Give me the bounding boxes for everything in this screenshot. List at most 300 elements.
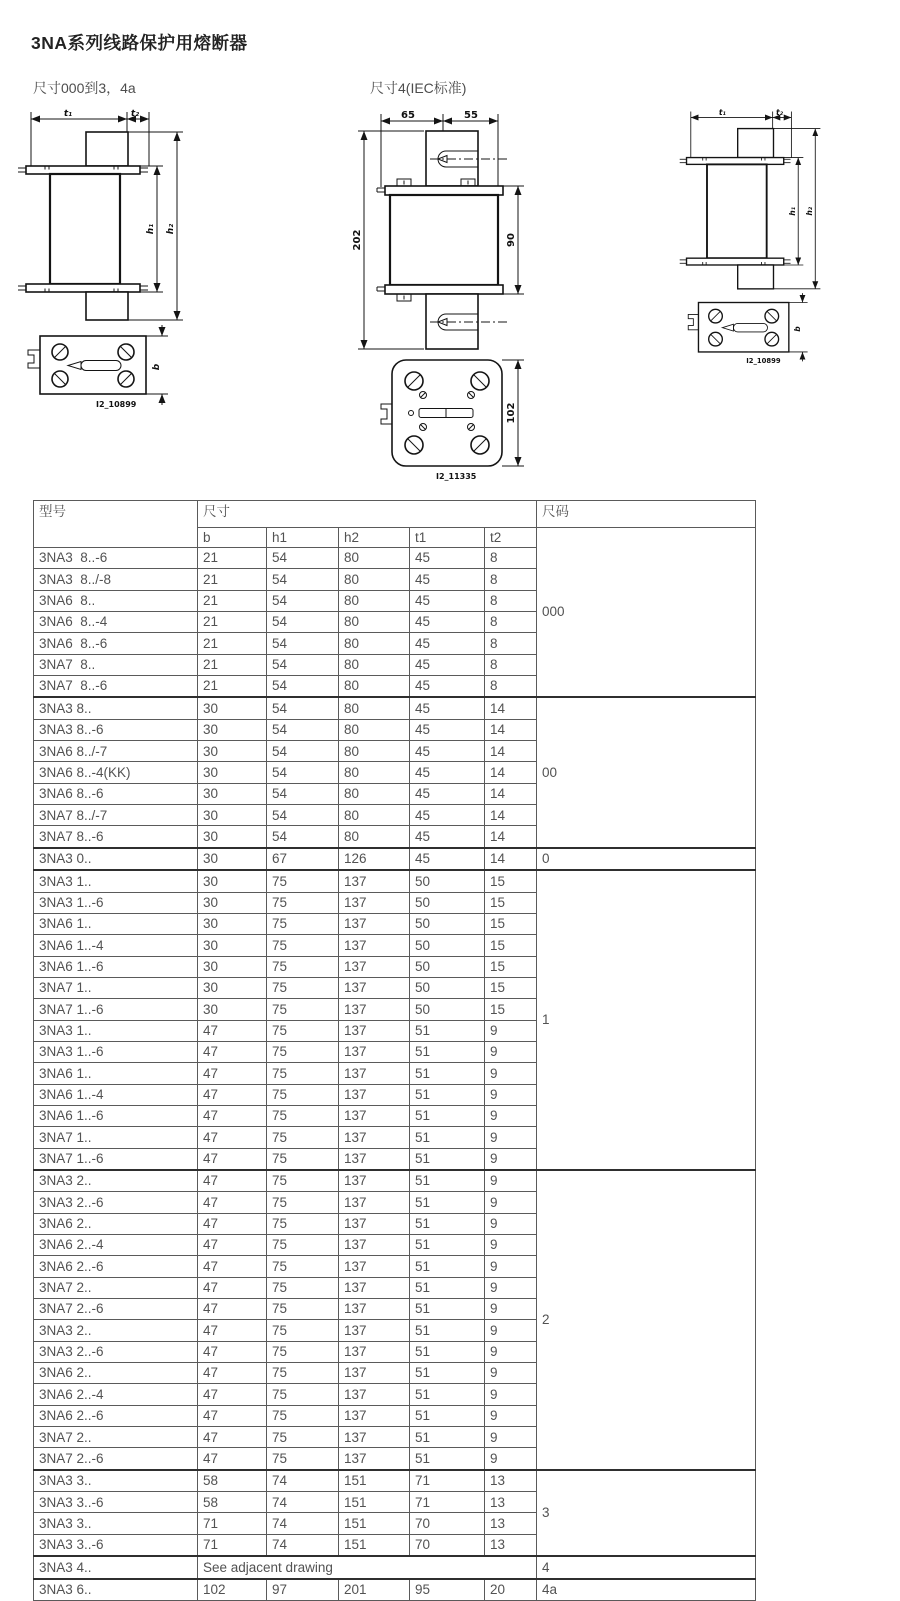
dim-value-cell: 47 <box>198 1192 267 1213</box>
model-cell: 3NA3 3.. <box>34 1470 198 1492</box>
dim-value-cell: 47 <box>198 1063 267 1084</box>
dim-value-cell: 201 <box>339 1579 410 1601</box>
dim-value-cell: 75 <box>267 1084 339 1105</box>
dim-value-cell: 8 <box>485 633 537 654</box>
dim-value-cell: 75 <box>267 1277 339 1298</box>
model-cell: 3NA7 2.. <box>34 1277 198 1298</box>
dim-value-cell: 54 <box>267 612 339 633</box>
dim-value-cell: 137 <box>339 1320 410 1341</box>
dim-value-cell: 151 <box>339 1534 410 1556</box>
dim-value-cell: 54 <box>267 654 339 675</box>
dim-value-cell: 75 <box>267 892 339 913</box>
model-cell: 3NA3 1..-6 <box>34 1041 198 1062</box>
dim-value-cell: 54 <box>267 826 339 848</box>
dim-value-cell: 51 <box>410 1427 485 1448</box>
dim-value-cell: 8 <box>485 569 537 590</box>
dim-value-cell: 21 <box>198 548 267 569</box>
dim-h2-label: h₂ <box>166 223 176 235</box>
dim-value-cell: 137 <box>339 999 410 1020</box>
table-row <box>34 848 756 870</box>
dim-value-cell: 47 <box>198 1384 267 1405</box>
dim-value-cell: 58 <box>198 1492 267 1513</box>
dim-value-cell: 97 <box>267 1579 339 1601</box>
dim-value-cell: 15 <box>485 956 537 977</box>
dim-value-cell: 30 <box>198 956 267 977</box>
dim-value-cell: 54 <box>267 805 339 826</box>
table-row <box>34 1170 756 1192</box>
model-cell: 3NA7 8..-6 <box>34 676 198 698</box>
dim-value-cell: 9 <box>485 1127 537 1148</box>
dim-value-cell: 137 <box>339 1235 410 1256</box>
model-cell: 3NA6 2.. <box>34 1363 198 1384</box>
model-cell: 3NA7 1..-6 <box>34 1148 198 1170</box>
dim-value-cell: 30 <box>198 892 267 913</box>
dim-value-cell: 13 <box>485 1492 537 1513</box>
dim-value-cell: 45 <box>410 783 485 804</box>
dim-value-cell: 14 <box>485 741 537 762</box>
dim-value-cell: 14 <box>485 783 537 804</box>
model-cell: 3NA7 1..-6 <box>34 999 198 1020</box>
dim-value-cell: 71 <box>410 1470 485 1492</box>
dim-value-cell: 74 <box>267 1492 339 1513</box>
dim-value-cell: 47 <box>198 1256 267 1277</box>
span-note-cell: See adjacent drawing <box>198 1556 537 1578</box>
dim-value-cell: 9 <box>485 1105 537 1126</box>
dim-value-cell: 75 <box>267 1127 339 1148</box>
dim-value-cell: 67 <box>267 848 339 870</box>
model-cell: 3NA6 1..-6 <box>34 1105 198 1126</box>
dim-value-cell: 45 <box>410 569 485 590</box>
dim-value-cell: 9 <box>485 1084 537 1105</box>
dim-value-cell: 95 <box>410 1579 485 1601</box>
dim-value-cell: 30 <box>198 741 267 762</box>
model-cell: 3NA6 8..-4 <box>34 612 198 633</box>
dim-value-cell: 8 <box>485 654 537 675</box>
dim-value-cell: 30 <box>198 783 267 804</box>
dim-value-cell: 137 <box>339 1384 410 1405</box>
column-header-t1: t1 <box>410 528 485 548</box>
dim-value-cell: 30 <box>198 848 267 870</box>
dim-value-cell: 9 <box>485 1363 537 1384</box>
dim-value-cell: 13 <box>485 1534 537 1556</box>
model-cell: 3NA6 8../-7 <box>34 741 198 762</box>
model-cell: 3NA6 1.. <box>34 913 198 934</box>
dim-value-cell: 74 <box>267 1513 339 1534</box>
dim-value-cell: 13 <box>485 1513 537 1534</box>
dim-value-cell: 51 <box>410 1148 485 1170</box>
dim-value-cell: 75 <box>267 1063 339 1084</box>
dim-value-cell: 9 <box>485 1384 537 1405</box>
dim-value-cell: 20 <box>485 1579 537 1601</box>
dim-value-cell: 80 <box>339 805 410 826</box>
dim-value-cell: 137 <box>339 977 410 998</box>
subtitle-size-4-iec: 尺寸4(IEC标准) <box>370 80 467 96</box>
dim-value-cell: 9 <box>485 1063 537 1084</box>
dim-value-cell: 51 <box>410 1020 485 1041</box>
model-cell: 3NA7 1.. <box>34 1127 198 1148</box>
dim-value-cell: 51 <box>410 1405 485 1426</box>
dim-value-cell: 137 <box>339 1063 410 1084</box>
model-cell: 3NA6 2..-4 <box>34 1384 198 1405</box>
dim-value-cell: 74 <box>267 1470 339 1492</box>
model-cell: 3NA7 8.. <box>34 654 198 675</box>
model-cell: 3NA7 2..-6 <box>34 1299 198 1320</box>
dim-value-cell: 80 <box>339 676 410 698</box>
dim-value-cell: 137 <box>339 913 410 934</box>
dim-value-cell: 75 <box>267 1020 339 1041</box>
model-cell: 3NA6 1..-4 <box>34 1084 198 1105</box>
table-row <box>34 870 756 892</box>
model-cell: 3NA6 1..-6 <box>34 956 198 977</box>
dim-value-cell: 21 <box>198 676 267 698</box>
fuse-body-outline <box>377 131 510 349</box>
dim-value-cell: 137 <box>339 1256 410 1277</box>
dim-value-cell: 75 <box>267 1170 339 1192</box>
model-cell: 3NA3 4.. <box>34 1556 198 1578</box>
dim-value-cell: 9 <box>485 1405 537 1426</box>
model-cell: 3NA3 0.. <box>34 848 198 870</box>
dim-value-cell: 80 <box>339 741 410 762</box>
model-cell: 3NA7 1.. <box>34 977 198 998</box>
dim-value-cell: 15 <box>485 913 537 934</box>
drawing-code-label: I2_10899 <box>746 357 781 366</box>
model-cell: 3NA7 8..-6 <box>34 826 198 848</box>
fuse-body-outline <box>18 132 148 320</box>
size-code-cell: 000 <box>537 528 756 698</box>
dim-value-cell: 75 <box>267 1320 339 1341</box>
dim-value-cell: 137 <box>339 1363 410 1384</box>
dim-value-cell: 51 <box>410 1341 485 1362</box>
fuse-size4-drawing-middle <box>340 110 555 482</box>
dim-value-cell: 45 <box>410 719 485 740</box>
dim-value-cell: 75 <box>267 1105 339 1126</box>
dim-value-cell: 51 <box>410 1448 485 1470</box>
dim-value-cell: 75 <box>267 1405 339 1426</box>
dim-value-cell: 47 <box>198 1213 267 1234</box>
dim-value-cell: 9 <box>485 1041 537 1062</box>
dim-value-cell: 8 <box>485 548 537 569</box>
dim-value-cell: 75 <box>267 870 339 892</box>
dim-value-cell: 75 <box>267 1363 339 1384</box>
size-code-cell: 2 <box>537 1170 756 1470</box>
dim-value-cell: 9 <box>485 1170 537 1192</box>
dim-value-cell: 137 <box>339 1105 410 1126</box>
dim-value-cell: 71 <box>198 1534 267 1556</box>
dim-value-cell: 15 <box>485 977 537 998</box>
dim-value-cell: 71 <box>410 1492 485 1513</box>
dim-value-cell: 75 <box>267 956 339 977</box>
dim-value-cell: 30 <box>198 870 267 892</box>
dim-value-cell: 30 <box>198 805 267 826</box>
dim-value-cell: 15 <box>485 892 537 913</box>
column-header-h1: h1 <box>267 528 339 548</box>
model-cell: 3NA3 3..-6 <box>34 1492 198 1513</box>
dim-value-cell: 30 <box>198 935 267 956</box>
model-cell: 3NA6 8.. <box>34 590 198 611</box>
model-cell: 3NA7 8../-7 <box>34 805 198 826</box>
model-cell: 3NA6 8..-6 <box>34 633 198 654</box>
size-code-cell: 4a <box>537 1579 756 1601</box>
table-header-row <box>34 501 756 528</box>
dim-value-cell: 50 <box>410 870 485 892</box>
dim-value-cell: 50 <box>410 913 485 934</box>
dim-value-cell: 75 <box>267 913 339 934</box>
dim-value-cell: 54 <box>267 762 339 783</box>
dim-value-cell: 151 <box>339 1470 410 1492</box>
dim-value-cell: 45 <box>410 676 485 698</box>
dim-value-cell: 137 <box>339 956 410 977</box>
dim-value-cell: 54 <box>267 569 339 590</box>
model-cell: 3NA3 8.. <box>34 697 198 719</box>
dim-value-cell: 30 <box>198 826 267 848</box>
dim-value-cell: 54 <box>267 783 339 804</box>
dim-value-cell: 9 <box>485 1427 537 1448</box>
model-cell: 3NA3 1.. <box>34 1020 198 1041</box>
dim-value-cell: 47 <box>198 1235 267 1256</box>
dim-value-cell: 21 <box>198 569 267 590</box>
dim-value-cell: 8 <box>485 676 537 698</box>
dim-value-cell: 9 <box>485 1020 537 1041</box>
dim-90-label: 90 <box>506 233 517 247</box>
dim-value-cell: 9 <box>485 1213 537 1234</box>
dim-value-cell: 51 <box>410 1127 485 1148</box>
dim-value-cell: 71 <box>198 1513 267 1534</box>
model-cell: 3NA6 2..-4 <box>34 1235 198 1256</box>
dim-value-cell: 15 <box>485 999 537 1020</box>
column-header-model: 型号 <box>34 501 198 548</box>
dim-value-cell: 14 <box>485 826 537 848</box>
model-cell: 3NA3 2.. <box>34 1320 198 1341</box>
fuse-base-plate-view <box>381 360 524 466</box>
dim-value-cell: 137 <box>339 1041 410 1062</box>
dim-value-cell: 70 <box>410 1513 485 1534</box>
dim-value-cell: 75 <box>267 1041 339 1062</box>
dim-value-cell: 50 <box>410 956 485 977</box>
dim-value-cell: 47 <box>198 1127 267 1148</box>
dim-value-cell: 47 <box>198 1277 267 1298</box>
dim-value-cell: 30 <box>198 999 267 1020</box>
dim-value-cell: 14 <box>485 719 537 740</box>
dim-value-cell: 75 <box>267 1427 339 1448</box>
dim-value-cell: 151 <box>339 1513 410 1534</box>
dim-value-cell: 15 <box>485 870 537 892</box>
dim-value-cell: 50 <box>410 935 485 956</box>
model-cell: 3NA6 8..-4(KK) <box>34 762 198 783</box>
dim-value-cell: 75 <box>267 935 339 956</box>
dim-value-cell: 9 <box>485 1148 537 1170</box>
dim-value-cell: 54 <box>267 633 339 654</box>
dim-h1-label: h₁ <box>787 206 797 216</box>
dim-value-cell: 75 <box>267 1213 339 1234</box>
dim-value-cell: 58 <box>198 1470 267 1492</box>
dim-value-cell: 137 <box>339 1213 410 1234</box>
dim-value-cell: 45 <box>410 826 485 848</box>
dim-value-cell: 30 <box>198 719 267 740</box>
dim-value-cell: 45 <box>410 548 485 569</box>
dim-value-cell: 54 <box>267 590 339 611</box>
dim-value-cell: 80 <box>339 590 410 611</box>
dim-value-cell: 45 <box>410 612 485 633</box>
dim-value-cell: 75 <box>267 977 339 998</box>
dim-value-cell: 45 <box>410 633 485 654</box>
dim-value-cell: 9 <box>485 1192 537 1213</box>
dim-value-cell: 137 <box>339 1127 410 1148</box>
dim-value-cell: 80 <box>339 548 410 569</box>
dim-value-cell: 47 <box>198 1363 267 1384</box>
column-header-size-code: 尺码 <box>537 501 756 528</box>
model-cell: 3NA3 2.. <box>34 1170 198 1192</box>
model-cell: 3NA3 3.. <box>34 1513 198 1534</box>
dim-h1-label: h₁ <box>146 223 156 235</box>
dim-value-cell: 137 <box>339 935 410 956</box>
dimension-table <box>33 500 756 1601</box>
table-row <box>34 1470 756 1492</box>
dim-value-cell: 51 <box>410 1192 485 1213</box>
model-cell: 3NA3 1.. <box>34 870 198 892</box>
dim-value-cell: 30 <box>198 913 267 934</box>
dim-value-cell: 15 <box>485 935 537 956</box>
model-cell: 3NA6 2..-6 <box>34 1256 198 1277</box>
dim-value-cell: 75 <box>267 1299 339 1320</box>
dim-value-cell: 54 <box>267 676 339 698</box>
dim-value-cell: 9 <box>485 1235 537 1256</box>
model-cell: 3NA3 8..-6 <box>34 719 198 740</box>
model-cell: 3NA3 1..-6 <box>34 892 198 913</box>
model-cell: 3NA6 8..-6 <box>34 783 198 804</box>
model-cell: 3NA6 1.. <box>34 1063 198 1084</box>
dim-65-label: 65 <box>401 110 415 121</box>
dim-value-cell: 51 <box>410 1277 485 1298</box>
size-code-cell: 00 <box>537 697 756 847</box>
table-row <box>34 1556 756 1578</box>
dim-value-cell: 9 <box>485 1320 537 1341</box>
dim-t1-label: t₁ <box>63 109 73 119</box>
dim-b-label: b <box>792 326 802 332</box>
dim-value-cell: 47 <box>198 1299 267 1320</box>
dim-value-cell: 75 <box>267 999 339 1020</box>
dim-value-cell: 51 <box>410 1299 485 1320</box>
dim-value-cell: 75 <box>267 1256 339 1277</box>
dim-value-cell: 45 <box>410 741 485 762</box>
dim-value-cell: 51 <box>410 1213 485 1234</box>
technical-drawings-area <box>0 100 900 498</box>
drawing-code-label: I2_11335 <box>436 472 477 481</box>
dim-value-cell: 137 <box>339 1277 410 1298</box>
dim-value-cell: 137 <box>339 1341 410 1362</box>
dim-value-cell: 47 <box>198 1041 267 1062</box>
dim-value-cell: 47 <box>198 1405 267 1426</box>
dim-value-cell: 137 <box>339 870 410 892</box>
dim-value-cell: 14 <box>485 697 537 719</box>
dim-value-cell: 80 <box>339 762 410 783</box>
dim-value-cell: 45 <box>410 697 485 719</box>
dim-value-cell: 80 <box>339 612 410 633</box>
dim-value-cell: 75 <box>267 1341 339 1362</box>
fuse-bottom-view <box>688 293 807 361</box>
dim-value-cell: 9 <box>485 1448 537 1470</box>
drawing-code-label: I2_10899 <box>96 400 137 409</box>
fuse-side-view-drawing-left <box>16 108 206 408</box>
dim-value-cell: 137 <box>339 1427 410 1448</box>
dim-value-cell: 9 <box>485 1277 537 1298</box>
table-row <box>34 1579 756 1601</box>
dim-value-cell: 50 <box>410 999 485 1020</box>
column-header-b: b <box>198 528 267 548</box>
dim-value-cell: 9 <box>485 1341 537 1362</box>
dim-value-cell: 137 <box>339 1170 410 1192</box>
dim-value-cell: 47 <box>198 1084 267 1105</box>
dim-value-cell: 137 <box>339 1405 410 1426</box>
dim-value-cell: 30 <box>198 977 267 998</box>
size-code-cell: 0 <box>537 848 756 870</box>
dim-value-cell: 51 <box>410 1063 485 1084</box>
dim-value-cell: 137 <box>339 1020 410 1041</box>
size-code-cell: 4 <box>537 1556 756 1578</box>
dim-value-cell: 47 <box>198 1020 267 1041</box>
dim-value-cell: 21 <box>198 612 267 633</box>
model-cell: 3NA3 8..-6 <box>34 548 198 569</box>
dim-value-cell: 54 <box>267 719 339 740</box>
dim-value-cell: 21 <box>198 633 267 654</box>
dim-value-cell: 47 <box>198 1341 267 1362</box>
dim-value-cell: 47 <box>198 1105 267 1126</box>
dim-value-cell: 30 <box>198 697 267 719</box>
dim-value-cell: 47 <box>198 1170 267 1192</box>
dim-value-cell: 137 <box>339 1148 410 1170</box>
table-row <box>34 697 756 719</box>
dim-value-cell: 9 <box>485 1256 537 1277</box>
model-cell: 3NA3 2..-6 <box>34 1341 198 1362</box>
dim-value-cell: 74 <box>267 1534 339 1556</box>
model-cell: 3NA6 2..-6 <box>34 1405 198 1426</box>
dim-value-cell: 51 <box>410 1170 485 1192</box>
dim-value-cell: 47 <box>198 1448 267 1470</box>
fuse-side-view-drawing-right <box>678 108 840 364</box>
subtitle-size-000-3-4a: 尺寸000到3，4a <box>33 80 136 96</box>
dim-value-cell: 9 <box>485 1299 537 1320</box>
model-cell: 3NA3 6.. <box>34 1579 198 1601</box>
fuse-bottom-view <box>28 325 168 405</box>
dim-value-cell: 70 <box>410 1534 485 1556</box>
dim-h2-label: h₂ <box>804 206 814 216</box>
dim-value-cell: 54 <box>267 741 339 762</box>
dim-value-cell: 54 <box>267 548 339 569</box>
dim-value-cell: 80 <box>339 654 410 675</box>
dim-value-cell: 47 <box>198 1148 267 1170</box>
column-header-t2: t2 <box>485 528 537 548</box>
dim-t1-label: t₁ <box>718 107 726 117</box>
dim-value-cell: 8 <box>485 590 537 611</box>
dim-value-cell: 80 <box>339 826 410 848</box>
dim-value-cell: 14 <box>485 805 537 826</box>
dim-value-cell: 80 <box>339 783 410 804</box>
dim-value-cell: 126 <box>339 848 410 870</box>
dim-t2-label: t₂ <box>130 109 140 119</box>
dim-value-cell: 50 <box>410 977 485 998</box>
dim-value-cell: 30 <box>198 762 267 783</box>
dim-value-cell: 51 <box>410 1384 485 1405</box>
dim-value-cell: 47 <box>198 1320 267 1341</box>
dim-value-cell: 51 <box>410 1320 485 1341</box>
dim-value-cell: 51 <box>410 1235 485 1256</box>
dim-value-cell: 151 <box>339 1492 410 1513</box>
dim-value-cell: 51 <box>410 1084 485 1105</box>
dim-value-cell: 51 <box>410 1041 485 1062</box>
dim-value-cell: 75 <box>267 1192 339 1213</box>
dim-value-cell: 45 <box>410 805 485 826</box>
dim-value-cell: 45 <box>410 848 485 870</box>
dim-b-label: b <box>152 363 162 371</box>
